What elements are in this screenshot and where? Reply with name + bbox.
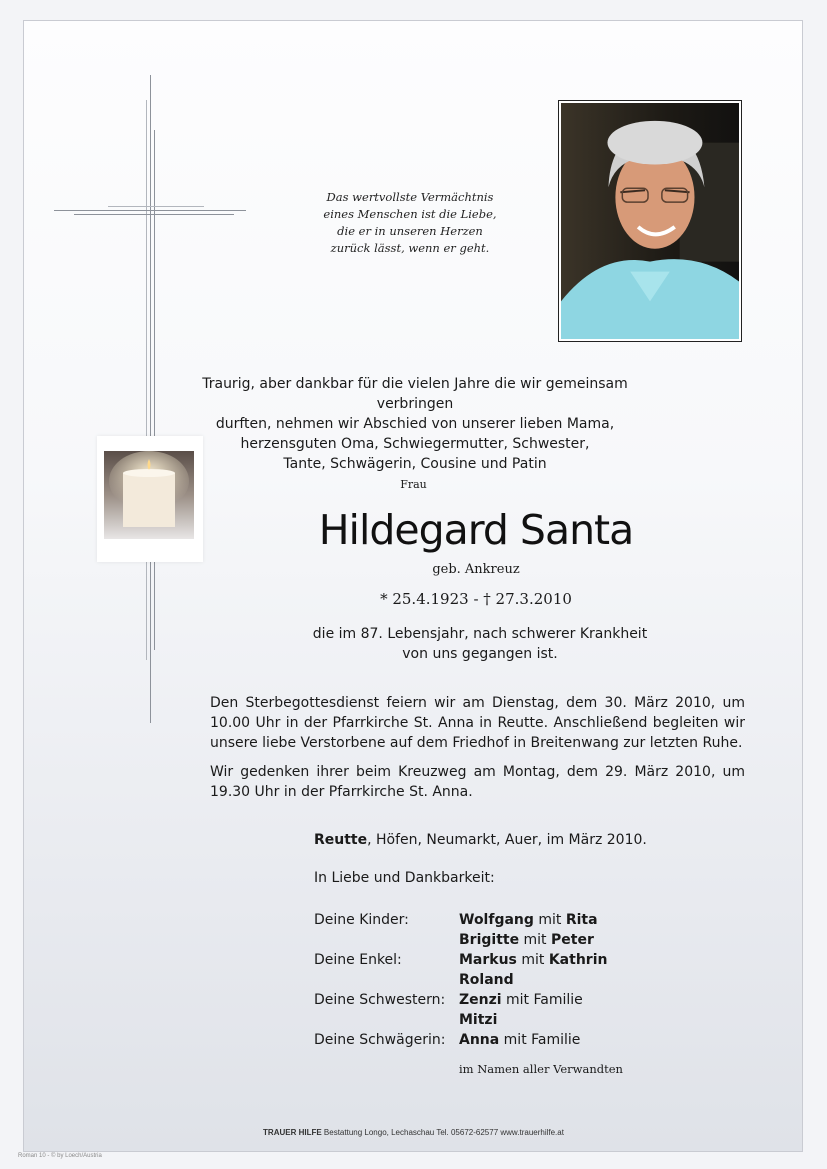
service-paragraph: Den Sterbegottesdienst feiern wir am Dienstag, dem 30. März 2010, um 10.00 Uhr in der Pfarrkirche St. Anna in Reutte. Anschließend begleiten wir unsere liebe Verstorbene auf dem Friedhof in Breitenwang zur letzten Ruhe. [210, 695, 745, 751]
life-dates: * 25.4.1923 - † 27.3.2010 [380, 590, 572, 608]
place-date: Reutte, Höfen, Neumarkt, Auer, im März 2010. [314, 832, 647, 848]
list-item: Deine Schwägerin: Anna mit Familie [314, 1032, 581, 1048]
portrait-photo [558, 100, 742, 342]
maiden-name: geb. Ankreuz [432, 562, 520, 577]
age-text: die im 87. Lebensjahr, nach schwerer Krankheit von uns gegangen ist. [312, 626, 648, 662]
relatives-note: im Namen aller Verwandten [459, 1062, 623, 1076]
list-item: Deine Kinder: Wolfgang mit Rita [314, 912, 598, 928]
list-item: Deine Schwestern: Zenzi mit Familie [314, 992, 583, 1008]
template-code: Roman 10 - © by Loech/Austria [18, 1153, 102, 1159]
thanks-line: In Liebe und Dankbarkeit: [314, 870, 495, 886]
list-item: Roland [459, 972, 514, 988]
list-item: Mitzi [459, 1012, 498, 1028]
memorial-paragraph: Wir gedenken ihrer beim Kreuzweg am Montag, dem 29. März 2010, um 19.30 Uhr in der Pfarrkirche St. Anna. [210, 764, 745, 800]
memorial-quote: Das wertvollste Vermächtnis eines Menschen ist die Liebe, die er in unseren Herzen zurück lässt, wenn er geht. [323, 190, 497, 255]
family-list [314, 910, 607, 1050]
list-item: Brigitte mit Peter [459, 932, 594, 948]
salutation: Frau [400, 478, 427, 491]
intro-text: Traurig, aber dankbar für die vielen Jahre die wir gemeinsam verbringen durften, nehmen wir Abschied von unserer lieben Mama, herzensguten Oma, Schwiegermutter, Schwester, Tante, Schwägerin, Cousine und Patin [202, 376, 628, 472]
footer-credit: TRAUER HILFE Bestattung Longo, Lechaschau Tel. 05672-62577 www.trauerhilfe.at [263, 1128, 564, 1137]
list-item: Deine Enkel: Markus mit Kathrin [314, 952, 608, 968]
deceased-name: Hildegard Santa [318, 506, 634, 554]
